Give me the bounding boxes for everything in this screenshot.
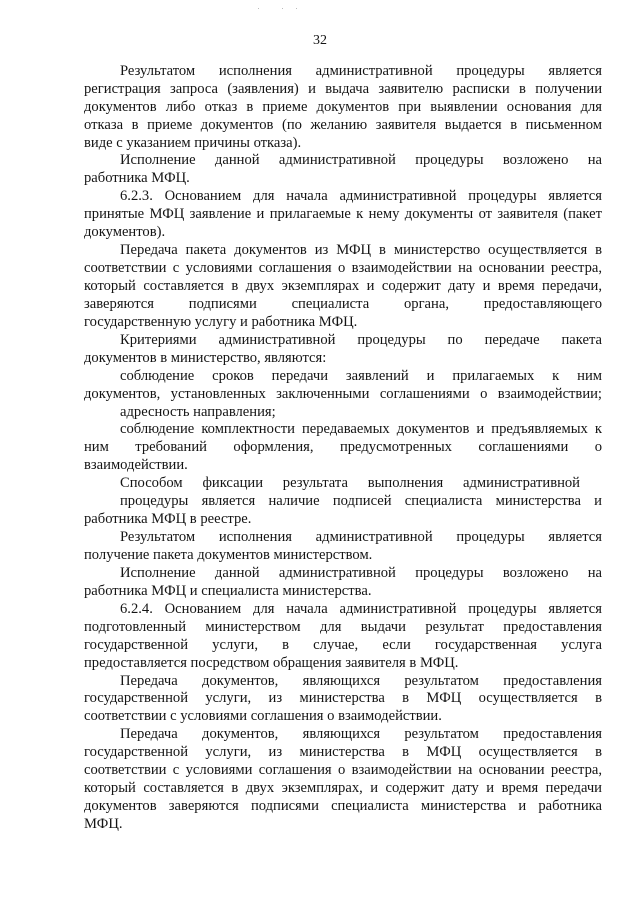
- scan-artifact: [282, 8, 283, 9]
- text-line: который составляется в двух экземплярах, и содержит дату и время передачи: [84, 780, 602, 796]
- text-line: предоставляется посредством обращения заявителя в МФЦ.: [84, 655, 459, 671]
- text-line: документов, установленных заключенными соглашениями о взаимодействии;: [84, 386, 602, 402]
- text-line: соблюдение комплектности передаваемых документов и предъявляемых к: [120, 421, 602, 437]
- text-line: Исполнение данной административной процедуры возложено на: [120, 565, 602, 581]
- text-line: соответствии с условиями соглашения о взаимодействии на основании реестра,: [84, 762, 602, 778]
- text-line: Способом фиксации результата выполнения административной: [120, 475, 580, 491]
- text-line: государственной услуги, в случае, если государственная услуга: [84, 637, 602, 653]
- text-line: взаимодействии.: [84, 457, 188, 473]
- text-line: соблюдение сроков передачи заявлений и прилагаемых к ним: [120, 368, 602, 384]
- text-line: 6.2.3. Основанием для начала административной процедуры является: [120, 188, 602, 204]
- page-number: 32: [313, 33, 327, 48]
- text-line: Результатом исполнения административной процедуры является: [120, 529, 602, 545]
- text-line: работника МФЦ и специалиста министерства.: [84, 583, 372, 599]
- text-line: документов заверяются подписями специалиста министерства и работника: [84, 798, 602, 814]
- text-line: Результатом исполнения административной процедуры является: [120, 63, 602, 79]
- text-line: документов в министерство, являются:: [84, 350, 327, 366]
- text-line: документов либо отказ в приеме документов при выявлении основания для: [84, 99, 602, 115]
- text-line: государственную услугу и работника МФЦ.: [84, 314, 358, 330]
- text-line: государственной услуги, из министерства в МФЦ осуществляется в: [84, 744, 602, 760]
- text-line: процедуры является наличие подписей специалиста министерства и: [120, 493, 602, 509]
- text-line: который составляется в двух экземплярах и содержит дату и время передачи,: [84, 278, 602, 294]
- text-line: Передача документов, являющихся результатом предоставления: [120, 673, 602, 689]
- text-line: соответствии с условиями соглашения о взаимодействии.: [84, 708, 442, 724]
- text-line: получение пакета документов министерством.: [84, 547, 373, 563]
- text-line: 6.2.4. Основанием для начала административной процедуры является: [120, 601, 602, 617]
- text-line: работника МФЦ в реестре.: [84, 511, 252, 527]
- text-line: виде с указанием причины отказа).: [84, 135, 302, 151]
- text-line: подготовленный министерством для выдачи результат предоставления: [84, 619, 602, 635]
- text-line: Критериями административной процедуры по передаче пакета: [120, 332, 602, 348]
- text-line: работника МФЦ.: [84, 170, 190, 186]
- text-line: ним требований оформления, предусмотренных соглашениями о: [84, 439, 602, 455]
- text-line: соответствии с условиями соглашения о взаимодействии на основании реестра,: [84, 260, 602, 276]
- text-line: государственной услуги, из министерства в МФЦ осуществляется в: [84, 690, 602, 706]
- text-line: Передача документов, являющихся результатом предоставления: [120, 726, 602, 742]
- text-line: Передача пакета документов из МФЦ в министерство осуществляется в: [120, 242, 602, 258]
- text-line: регистрация запроса (заявления) и выдача заявителю расписки в получении: [84, 81, 602, 97]
- text-line: Исполнение данной административной процедуры возложено на: [120, 152, 602, 168]
- text-line: документов).: [84, 224, 166, 240]
- text-line: заверяются подписями специалиста органа, предоставляющего: [84, 296, 602, 312]
- text-line: МФЦ.: [84, 816, 123, 832]
- scan-artifact: [258, 8, 259, 9]
- text-line: принятые МФЦ заявление и прилагаемые к нему документы от заявителя (пакет: [84, 206, 602, 222]
- text-line: адресность направления;: [120, 404, 276, 420]
- text-line: отказа в приеме документов (по желанию заявителя выдается в письменном: [84, 117, 602, 133]
- scan-artifact: [296, 8, 297, 9]
